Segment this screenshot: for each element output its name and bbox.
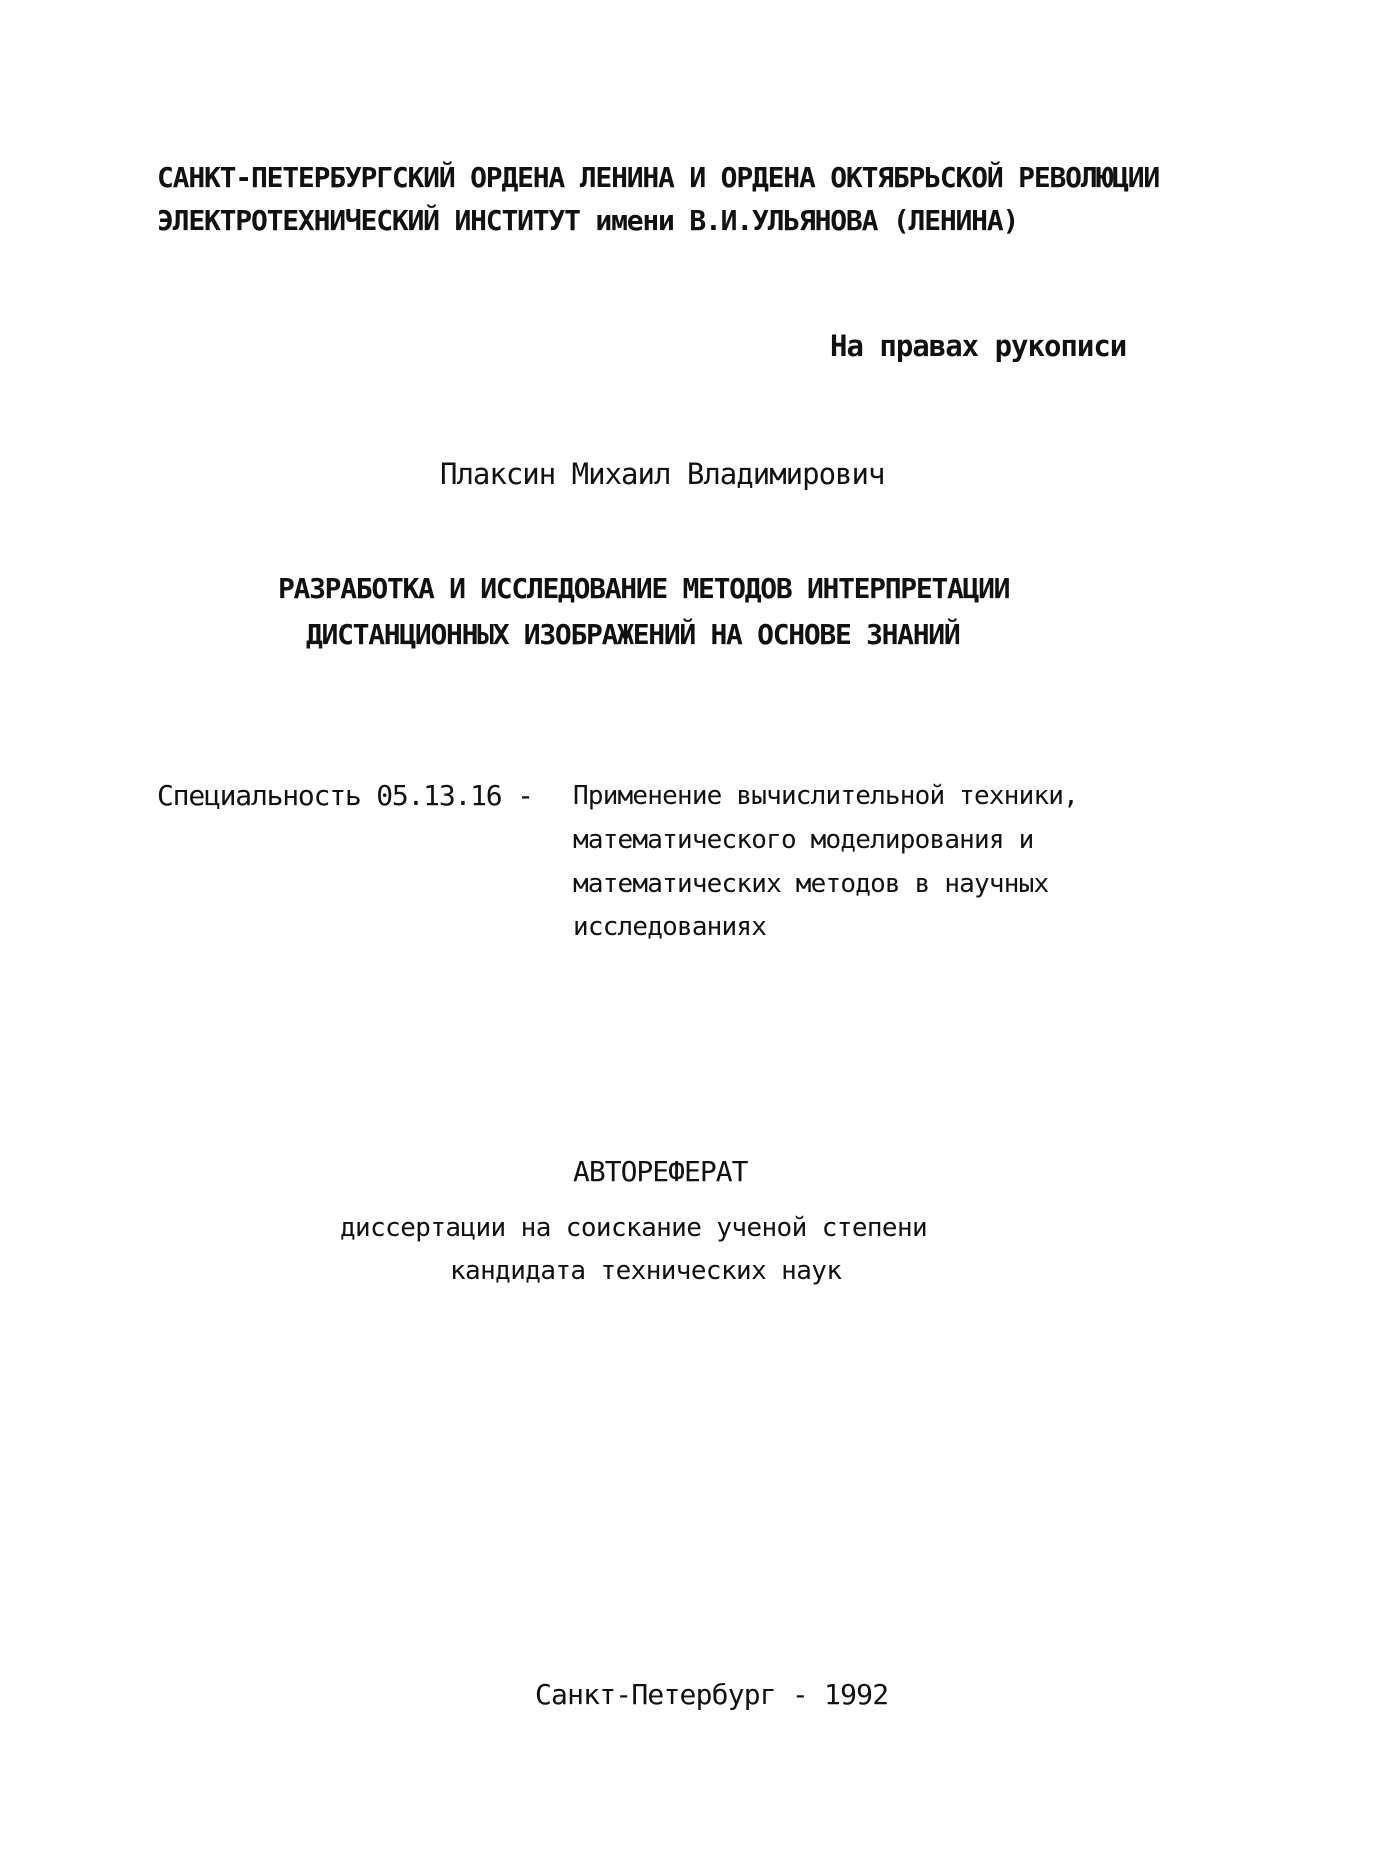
author-name: Плаксин Михаил Владимирович <box>440 457 885 491</box>
specialty-line-2: математического моделирования и <box>573 825 1034 855</box>
institution-line-1: САНКТ-ПЕТЕРБУРГСКИЙ ОРДЕНА ЛЕНИНА И ОРДЕНА ОКТЯБРЬСКОЙ РЕВОЛЮЦИИ <box>157 161 1160 194</box>
specialty-label: Специальность 05.13.16 - <box>157 779 533 812</box>
abstract-line-1: диссертации на соискание ученой степени <box>340 1213 928 1243</box>
title-line-2: ДИСТАНЦИОННЫХ ИЗОБРАЖЕНИЙ НА ОСНОВЕ ЗНАНИЙ <box>306 618 960 651</box>
footer-city-year: Санкт-Петербург - 1992 <box>535 1678 889 1711</box>
specialty-line-4: исследованиях <box>573 912 767 942</box>
abstract-line-2: кандидата технических наук <box>450 1256 842 1286</box>
abstract-title: АВТОРЕФЕРАТ <box>573 1155 748 1188</box>
institution-line-2: ЭЛЕКТРОТЕХНИЧЕСКИЙ ИНСТИТУТ имени В.И.УЛЬЯНОВА (ЛЕНИНА) <box>157 204 1019 237</box>
manuscript-note: На правах рукописи <box>830 329 1127 363</box>
specialty-line-1: Применение вычислительной техники, <box>573 781 1079 811</box>
title-line-1: РАЗРАБОТКА И ИССЛЕДОВАНИЕ МЕТОДОВ ИНТЕРПРЕТАЦИИ <box>278 572 1010 605</box>
specialty-line-3: математических методов в научных <box>573 869 1049 899</box>
